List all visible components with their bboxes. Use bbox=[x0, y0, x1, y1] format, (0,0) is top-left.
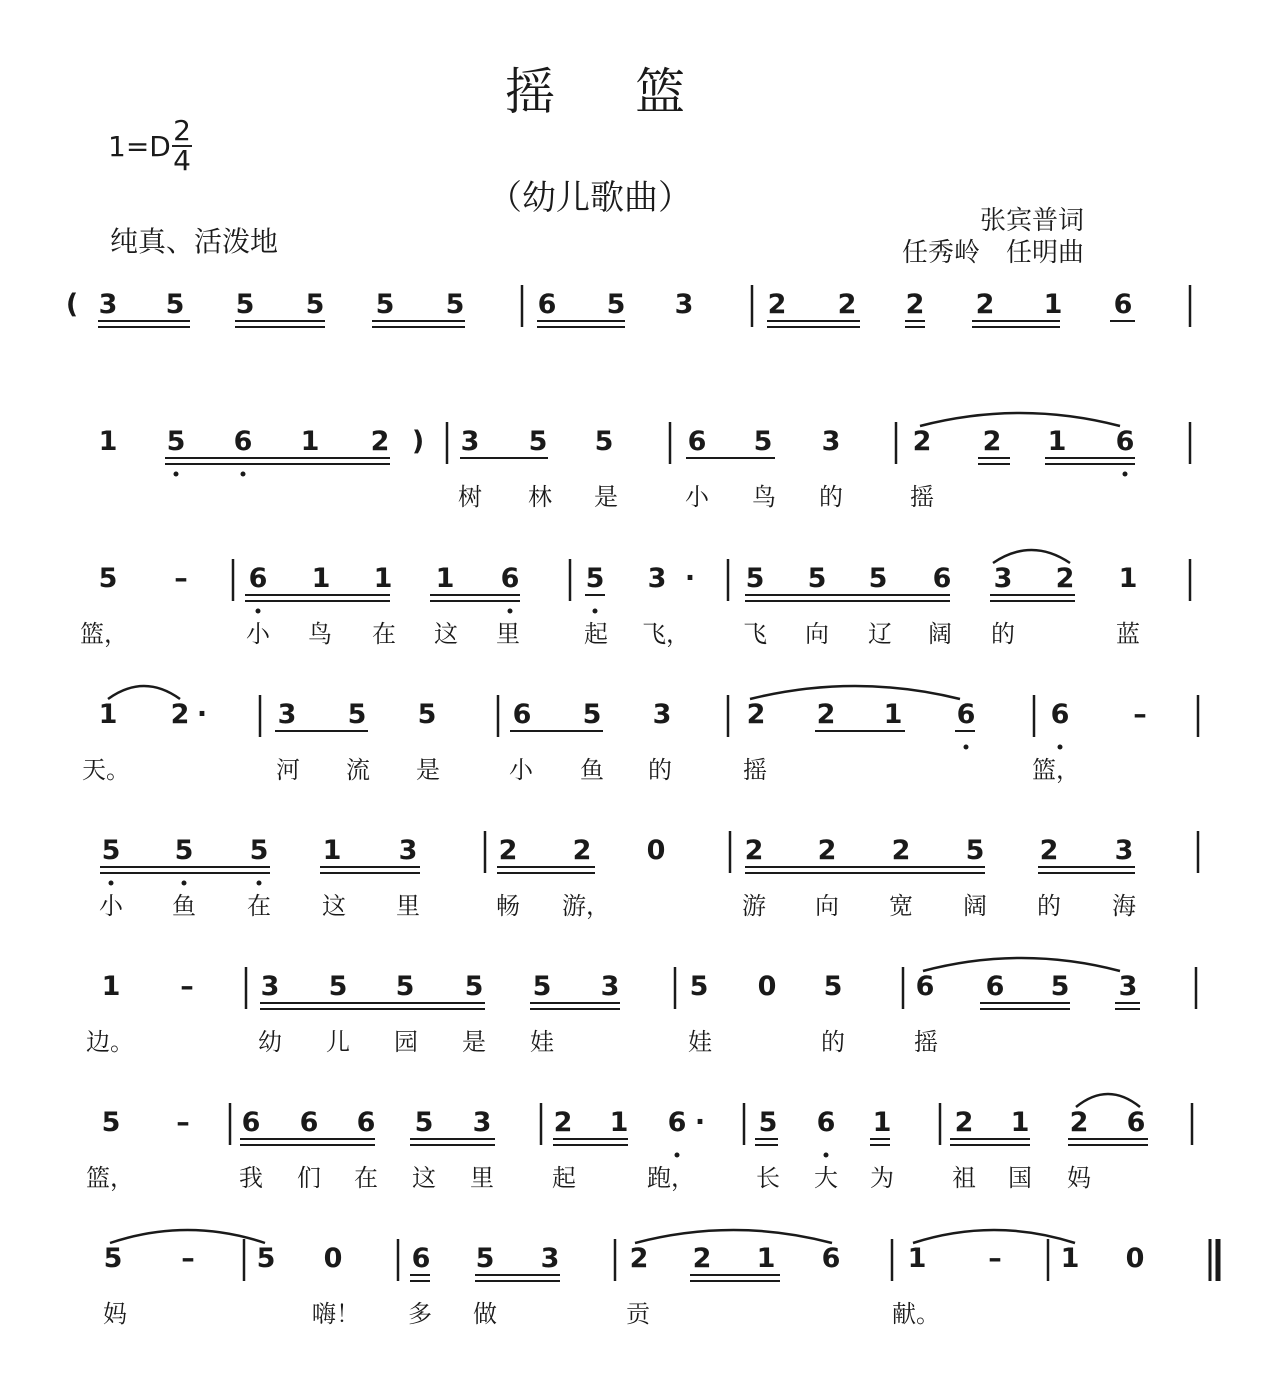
note: 3 bbox=[277, 699, 297, 730]
lyric: 嗨！ bbox=[312, 1300, 360, 1328]
note: 3 bbox=[821, 426, 841, 457]
note: 5 bbox=[606, 289, 626, 320]
note: 5 bbox=[807, 563, 827, 594]
lyric: 摇 bbox=[910, 483, 934, 511]
note: 5 bbox=[235, 289, 255, 320]
lyric: 摇 bbox=[743, 756, 767, 784]
note: 0 bbox=[757, 971, 777, 1002]
lyric: 儿 bbox=[326, 1028, 350, 1056]
note: 5 bbox=[753, 426, 773, 457]
note: 2 bbox=[692, 1243, 712, 1274]
note: 2 bbox=[572, 835, 592, 866]
lyric: 幼 bbox=[258, 1028, 282, 1056]
note: 5 bbox=[256, 1243, 276, 1274]
octave-dot bbox=[593, 609, 598, 614]
slur bbox=[913, 1230, 1075, 1243]
note: 3 bbox=[674, 289, 694, 320]
note: 6 bbox=[411, 1243, 431, 1274]
lyric: 们 bbox=[297, 1164, 321, 1192]
note: – bbox=[176, 1107, 190, 1138]
note: ( bbox=[65, 289, 79, 320]
key-signature: 1=D bbox=[108, 130, 171, 163]
note: 1 bbox=[435, 563, 455, 594]
lyric: 飞 bbox=[743, 620, 767, 648]
note: 5 bbox=[464, 971, 484, 1002]
lyric: 大 bbox=[814, 1164, 838, 1192]
note: 5 bbox=[174, 835, 194, 866]
lyric: 长 bbox=[756, 1164, 780, 1192]
note: 2 bbox=[498, 835, 518, 866]
note: 1 bbox=[872, 1107, 892, 1138]
note: 5 bbox=[166, 426, 186, 457]
note: 6 bbox=[821, 1243, 841, 1274]
note: 1 bbox=[1118, 563, 1138, 594]
lyric: 小 bbox=[99, 892, 123, 920]
lyric: 阔 bbox=[963, 892, 987, 920]
note: 2 bbox=[837, 289, 857, 320]
note: 6 bbox=[1126, 1107, 1146, 1138]
note: 5 bbox=[103, 1243, 123, 1274]
lyric: 跑， bbox=[647, 1164, 695, 1192]
lyric: 里 bbox=[496, 620, 520, 648]
lyric: 宽 bbox=[889, 892, 913, 920]
note: – bbox=[1133, 699, 1147, 730]
octave-dot bbox=[1058, 745, 1063, 750]
note: 5 bbox=[414, 1107, 434, 1138]
lyric: 做 bbox=[473, 1300, 497, 1328]
note: 5 bbox=[165, 289, 185, 320]
lyric: 天。 bbox=[82, 756, 130, 784]
note: 3 bbox=[1118, 971, 1138, 1002]
lyric: 蓝 bbox=[1116, 620, 1140, 648]
note: 2 bbox=[1069, 1107, 1089, 1138]
note: · bbox=[694, 1107, 706, 1138]
note: 5 bbox=[594, 426, 614, 457]
note: 2 bbox=[170, 699, 190, 730]
note: 5 bbox=[305, 289, 325, 320]
note: 5 bbox=[101, 1107, 121, 1138]
note: 3 bbox=[652, 699, 672, 730]
lyricist-credit: 张宾普词 bbox=[980, 206, 1085, 236]
lyric: 林 bbox=[528, 483, 552, 511]
lyric: 祖 bbox=[952, 1164, 976, 1192]
lyric: 妈 bbox=[103, 1300, 127, 1328]
note: 2 bbox=[975, 289, 995, 320]
note: 3 bbox=[1114, 835, 1134, 866]
lyric: 树 bbox=[458, 483, 482, 511]
note: 5 bbox=[98, 563, 118, 594]
lyric: 流 bbox=[346, 756, 370, 784]
note: 5 bbox=[375, 289, 395, 320]
lyric: 篮， bbox=[80, 620, 128, 648]
lyric: 里 bbox=[396, 892, 420, 920]
note: 3 bbox=[600, 971, 620, 1002]
note: 3 bbox=[98, 289, 118, 320]
note: 2 bbox=[629, 1243, 649, 1274]
note: 3 bbox=[472, 1107, 492, 1138]
time-denominator: 4 bbox=[173, 144, 191, 177]
slur bbox=[993, 550, 1070, 563]
note: 0 bbox=[646, 835, 666, 866]
note: 5 bbox=[395, 971, 415, 1002]
lyric: 在 bbox=[247, 892, 271, 920]
note: 6 bbox=[233, 426, 253, 457]
slur bbox=[1076, 1094, 1140, 1107]
note: 6 bbox=[356, 1107, 376, 1138]
octave-dot bbox=[109, 881, 114, 886]
octave-dot bbox=[964, 745, 969, 750]
note: 5 bbox=[249, 835, 269, 866]
note: 2 bbox=[553, 1107, 573, 1138]
note: 5 bbox=[1050, 971, 1070, 1002]
note: – bbox=[174, 563, 188, 594]
lyric: 献。 bbox=[892, 1300, 940, 1328]
note: 6 bbox=[1050, 699, 1070, 730]
slur bbox=[635, 1230, 832, 1243]
slur bbox=[110, 1230, 265, 1243]
note: – bbox=[181, 1243, 195, 1274]
note: 1 bbox=[373, 563, 393, 594]
note: 5 bbox=[328, 971, 348, 1002]
note: 6 bbox=[512, 699, 532, 730]
lyric: 国 bbox=[1008, 1164, 1032, 1192]
lyric: 在 bbox=[354, 1164, 378, 1192]
lyric: 边。 bbox=[86, 1028, 134, 1056]
note: – bbox=[180, 971, 194, 1002]
note: 1 bbox=[1060, 1243, 1080, 1274]
note: 1 bbox=[98, 426, 118, 457]
slur bbox=[108, 686, 180, 699]
note: 2 bbox=[982, 426, 1002, 457]
note: 5 bbox=[689, 971, 709, 1002]
note: 3 bbox=[647, 563, 667, 594]
slur bbox=[920, 413, 1120, 426]
note: 6 bbox=[299, 1107, 319, 1138]
note: 1 bbox=[1047, 426, 1067, 457]
lyric: 海 bbox=[1112, 892, 1136, 920]
note: 2 bbox=[912, 426, 932, 457]
lyric: 鱼 bbox=[580, 756, 604, 784]
octave-dot bbox=[174, 472, 179, 477]
song-title: 摇篮 bbox=[505, 63, 765, 121]
note: 1 bbox=[756, 1243, 776, 1274]
note: 6 bbox=[500, 563, 520, 594]
note: 5 bbox=[347, 699, 367, 730]
note: 5 bbox=[585, 563, 605, 594]
tempo-marking: 纯真、活泼地 bbox=[110, 225, 279, 258]
lyric: 我 bbox=[239, 1164, 263, 1192]
note: 5 bbox=[823, 971, 843, 1002]
composer-credit: 任秀岭 任明曲 bbox=[902, 238, 1085, 268]
note: 6 bbox=[1113, 289, 1133, 320]
note: 5 bbox=[758, 1107, 778, 1138]
note: 6 bbox=[956, 699, 976, 730]
slur bbox=[923, 958, 1120, 971]
note: 1 bbox=[311, 563, 331, 594]
note: 6 bbox=[932, 563, 952, 594]
slur bbox=[750, 686, 960, 699]
note: 1 bbox=[907, 1243, 927, 1274]
lyric: 畅 bbox=[496, 892, 520, 920]
lyric: 小 bbox=[509, 756, 533, 784]
note: 3 bbox=[398, 835, 418, 866]
note: 2 bbox=[744, 835, 764, 866]
lyric: 多 bbox=[408, 1300, 432, 1328]
note: 5 bbox=[582, 699, 602, 730]
note: 1 bbox=[609, 1107, 629, 1138]
note: 5 bbox=[868, 563, 888, 594]
lyric: 的 bbox=[819, 483, 843, 511]
note: 5 bbox=[417, 699, 437, 730]
lyric: 是 bbox=[462, 1028, 486, 1056]
octave-dot bbox=[1123, 472, 1128, 477]
note: 5 bbox=[101, 835, 121, 866]
note: 2 bbox=[370, 426, 390, 457]
note: 6 bbox=[816, 1107, 836, 1138]
lyric: 小 bbox=[685, 483, 709, 511]
note: 3 bbox=[540, 1243, 560, 1274]
note: · bbox=[684, 563, 696, 594]
lyric: 妈 bbox=[1067, 1164, 1091, 1192]
octave-dot bbox=[256, 609, 261, 614]
note: 6 bbox=[537, 289, 557, 320]
note: 5 bbox=[532, 971, 552, 1002]
song-subtitle: （幼儿歌曲） bbox=[488, 178, 692, 218]
octave-dot bbox=[257, 881, 262, 886]
note: 6 bbox=[915, 971, 935, 1002]
lyric: 篮， bbox=[86, 1164, 134, 1192]
lyric: 游， bbox=[562, 892, 610, 920]
note: 6 bbox=[667, 1107, 687, 1138]
lyric: 这 bbox=[434, 620, 458, 648]
note: 1 bbox=[98, 699, 118, 730]
lyric: 飞， bbox=[642, 620, 690, 648]
note: – bbox=[988, 1243, 1002, 1274]
lyric: 的 bbox=[1037, 892, 1061, 920]
note: 2 bbox=[746, 699, 766, 730]
lyric: 这 bbox=[412, 1164, 436, 1192]
octave-dot bbox=[508, 609, 513, 614]
note: · bbox=[196, 699, 208, 730]
lyric: 是 bbox=[594, 483, 618, 511]
lyric: 小 bbox=[246, 620, 270, 648]
note: 2 bbox=[891, 835, 911, 866]
note: 2 bbox=[1055, 563, 1075, 594]
note: 2 bbox=[767, 289, 787, 320]
lyric: 这 bbox=[322, 892, 346, 920]
note: 1 bbox=[300, 426, 320, 457]
note: 0 bbox=[1125, 1243, 1145, 1274]
note: 2 bbox=[905, 289, 925, 320]
note: 5 bbox=[745, 563, 765, 594]
note: 3 bbox=[460, 426, 480, 457]
lyric: 为 bbox=[870, 1164, 894, 1192]
note: 2 bbox=[816, 699, 836, 730]
lyric: 贡 bbox=[626, 1300, 650, 1328]
note: 5 bbox=[445, 289, 465, 320]
note: 6 bbox=[687, 426, 707, 457]
lyric: 起 bbox=[552, 1164, 576, 1192]
lyric: 辽 bbox=[868, 620, 892, 648]
lyric: 的 bbox=[821, 1028, 845, 1056]
lyric: 的 bbox=[648, 756, 672, 784]
note: 2 bbox=[817, 835, 837, 866]
note: 2 bbox=[954, 1107, 974, 1138]
lyric: 起 bbox=[584, 620, 608, 648]
lyric: 向 bbox=[805, 620, 829, 648]
lyric: 里 bbox=[470, 1164, 494, 1192]
lyric: 娃 bbox=[530, 1028, 554, 1056]
lyric: 的 bbox=[991, 620, 1015, 648]
note: 6 bbox=[248, 563, 268, 594]
note: 1 bbox=[322, 835, 342, 866]
lyric: 向 bbox=[815, 892, 839, 920]
note: 6 bbox=[1115, 426, 1135, 457]
lyric: 摇 bbox=[914, 1028, 938, 1056]
lyric: 鸟 bbox=[308, 620, 332, 648]
octave-dot bbox=[824, 1153, 829, 1158]
note: 0 bbox=[323, 1243, 343, 1274]
octave-dot bbox=[675, 1153, 680, 1158]
note: 1 bbox=[101, 971, 121, 1002]
lyric: 河 bbox=[276, 756, 300, 784]
note: 3 bbox=[993, 563, 1013, 594]
note: 6 bbox=[985, 971, 1005, 1002]
note: 5 bbox=[475, 1243, 495, 1274]
lyric: 篮， bbox=[1032, 756, 1080, 784]
lyric: 鱼 bbox=[172, 892, 196, 920]
note: 1 bbox=[1010, 1107, 1030, 1138]
note: 1 bbox=[1043, 289, 1063, 320]
note: 5 bbox=[965, 835, 985, 866]
lyric: 鸟 bbox=[752, 483, 776, 511]
lyric: 在 bbox=[372, 620, 396, 648]
octave-dot bbox=[182, 881, 187, 886]
note: 1 bbox=[883, 699, 903, 730]
note: 3 bbox=[260, 971, 280, 1002]
note: 6 bbox=[241, 1107, 261, 1138]
time-numerator: 2 bbox=[173, 114, 191, 147]
lyric: 是 bbox=[416, 756, 440, 784]
octave-dot bbox=[241, 472, 246, 477]
lyric: 娃 bbox=[688, 1028, 712, 1056]
lyric: 阔 bbox=[928, 620, 952, 648]
note: ) bbox=[411, 426, 425, 457]
lyric: 园 bbox=[394, 1028, 418, 1056]
note: 5 bbox=[528, 426, 548, 457]
lyric: 游 bbox=[742, 892, 766, 920]
note: 2 bbox=[1039, 835, 1059, 866]
